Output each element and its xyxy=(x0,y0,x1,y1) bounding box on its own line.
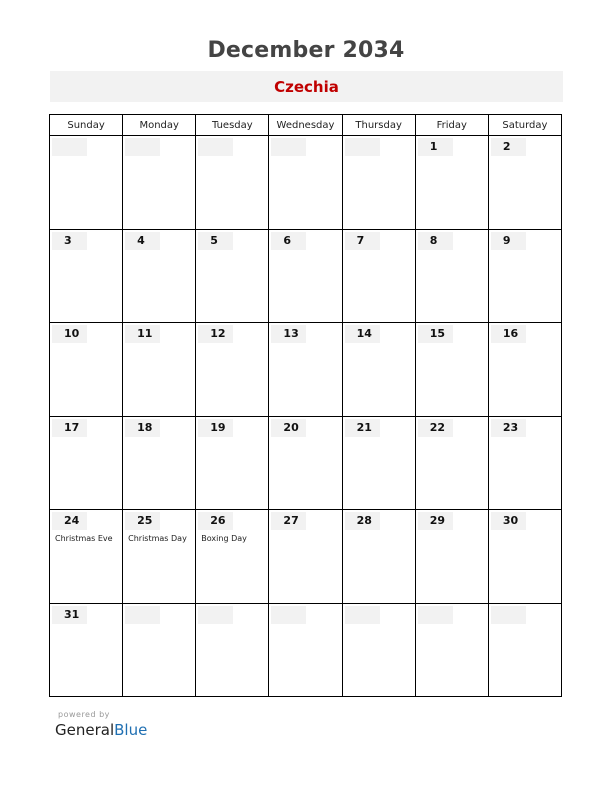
day-number: 20 xyxy=(271,419,306,437)
day-number: 18 xyxy=(125,419,160,437)
day-number xyxy=(271,606,306,624)
week-row xyxy=(50,136,562,230)
week-row xyxy=(50,229,562,323)
weekday-header: Monday xyxy=(123,115,196,136)
day-number xyxy=(345,138,380,156)
holiday-label: Christmas Day xyxy=(128,534,187,543)
weekday-header: Thursday xyxy=(342,115,415,136)
day-cell xyxy=(415,603,488,697)
day-number: 2 xyxy=(491,138,526,156)
day-number: 6 xyxy=(271,232,306,250)
day-number: 22 xyxy=(418,419,453,437)
day-cell xyxy=(488,603,561,697)
holiday-label: Boxing Day xyxy=(201,534,247,543)
day-cell xyxy=(123,229,196,323)
day-number: 11 xyxy=(125,325,160,343)
day-number: 26 xyxy=(198,512,233,530)
day-number xyxy=(198,138,233,156)
day-cell xyxy=(488,323,561,417)
day-cell xyxy=(415,229,488,323)
day-cell xyxy=(196,603,269,697)
day-cell xyxy=(342,510,415,604)
day-cell xyxy=(415,510,488,604)
day-number: 31 xyxy=(52,606,87,624)
day-cell xyxy=(415,416,488,510)
brand-general: General xyxy=(55,721,115,739)
day-cell xyxy=(488,416,561,510)
day-cell xyxy=(50,510,123,604)
day-number: 17 xyxy=(52,419,87,437)
day-number xyxy=(491,606,526,624)
day-cell xyxy=(196,510,269,604)
day-number xyxy=(52,138,87,156)
day-number: 1 xyxy=(418,138,453,156)
day-cell xyxy=(269,323,342,417)
day-cell xyxy=(269,136,342,230)
day-number: 25 xyxy=(125,512,160,530)
day-cell xyxy=(123,416,196,510)
day-cell xyxy=(342,323,415,417)
day-cell xyxy=(488,510,561,604)
weekday-header: Sunday xyxy=(50,115,123,136)
day-cell xyxy=(123,510,196,604)
day-number xyxy=(125,606,160,624)
day-cell xyxy=(342,603,415,697)
day-cell xyxy=(123,136,196,230)
day-cell xyxy=(50,603,123,697)
day-number: 21 xyxy=(345,419,380,437)
day-cell xyxy=(50,416,123,510)
day-number xyxy=(271,138,306,156)
day-number: 27 xyxy=(271,512,306,530)
day-number: 3 xyxy=(52,232,87,250)
day-number xyxy=(418,606,453,624)
day-number: 4 xyxy=(125,232,160,250)
day-cell xyxy=(123,603,196,697)
weekday-header: Tuesday xyxy=(196,115,269,136)
page-title: December 2034 xyxy=(207,38,405,63)
day-number: 5 xyxy=(198,232,233,250)
day-cell xyxy=(415,136,488,230)
day-number: 16 xyxy=(491,325,526,343)
day-number: 14 xyxy=(345,325,380,343)
day-number xyxy=(345,606,380,624)
day-cell xyxy=(269,510,342,604)
day-cell xyxy=(342,136,415,230)
day-number: 8 xyxy=(418,232,453,250)
brand-blue: Blue xyxy=(114,721,148,739)
day-cell xyxy=(269,416,342,510)
day-cell xyxy=(50,229,123,323)
day-cell xyxy=(269,603,342,697)
holiday-label: Christmas Eve xyxy=(55,534,113,543)
week-row xyxy=(50,323,562,417)
day-number xyxy=(125,138,160,156)
calendar-grid xyxy=(49,114,562,697)
day-number: 7 xyxy=(345,232,380,250)
day-number: 30 xyxy=(491,512,526,530)
day-cell xyxy=(123,323,196,417)
day-cell xyxy=(50,323,123,417)
day-number xyxy=(198,606,233,624)
weekday-header: Wednesday xyxy=(269,115,342,136)
weekday-header: Friday xyxy=(415,115,488,136)
day-number: 9 xyxy=(491,232,526,250)
day-number: 15 xyxy=(418,325,453,343)
day-number: 29 xyxy=(418,512,453,530)
day-cell xyxy=(196,229,269,323)
day-number: 13 xyxy=(271,325,306,343)
day-number: 28 xyxy=(345,512,380,530)
day-cell xyxy=(196,136,269,230)
day-number: 12 xyxy=(198,325,233,343)
generalblue-logo xyxy=(55,721,147,739)
day-cell xyxy=(50,136,123,230)
week-row xyxy=(50,416,562,510)
country-name: Czechia xyxy=(274,77,339,96)
day-cell xyxy=(488,229,561,323)
day-cell xyxy=(342,229,415,323)
day-cell xyxy=(196,323,269,417)
day-number: 10 xyxy=(52,325,87,343)
day-number: 24 xyxy=(52,512,87,530)
weekday-header-row xyxy=(50,115,562,136)
day-cell xyxy=(415,323,488,417)
day-number: 19 xyxy=(198,419,233,437)
day-cell xyxy=(342,416,415,510)
day-cell xyxy=(269,229,342,323)
country-banner xyxy=(50,71,563,102)
weekday-header: Saturday xyxy=(488,115,561,136)
day-cell xyxy=(196,416,269,510)
powered-by-label: powered by xyxy=(58,710,110,719)
day-cell xyxy=(488,136,561,230)
week-row xyxy=(50,510,562,604)
week-row xyxy=(50,603,562,697)
day-number: 23 xyxy=(491,419,526,437)
